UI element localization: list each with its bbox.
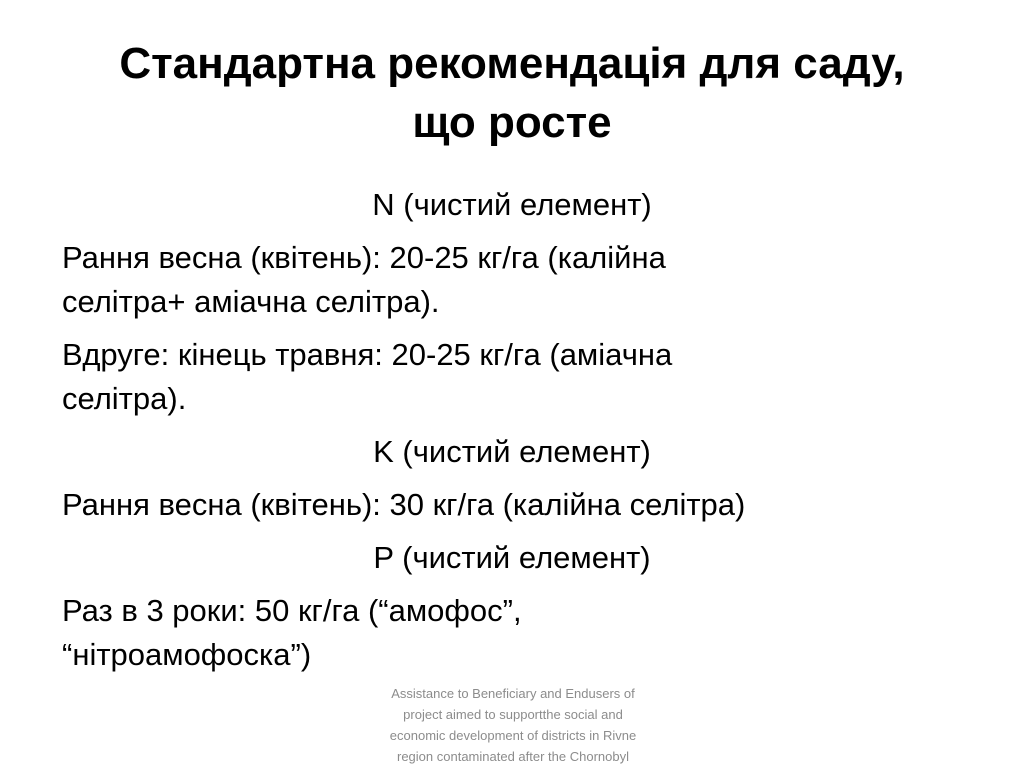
nitrogen-heading: N (чистий елемент): [372, 187, 652, 222]
nitrogen-early-spring-item: [62, 236, 962, 324]
body-text-line: селітра).: [62, 381, 187, 416]
slide-title-line: що росте: [412, 98, 612, 147]
footer-line: Assistance to Beneficiary and Endusers of: [391, 686, 635, 701]
body-text-line: Рання весна (квітень): 30 кг/га (калійна селітра): [62, 487, 746, 522]
potassium-heading: K (чистий елемент): [373, 434, 651, 469]
footer-line: economic development of districts in Rivne: [389, 728, 637, 743]
body-text-line: Раз в 3 роки: 50 кг/га (“амофос”,: [62, 593, 522, 628]
slide-body: [62, 183, 962, 686]
footer-line: region contaminated after the Chornobyl: [397, 749, 629, 764]
nitrogen-second-application-item: [62, 333, 962, 421]
footer-line: project aimed to supportthe social and: [403, 707, 623, 722]
body-text-line: селітра+ аміачна селітра).: [62, 284, 440, 319]
body-text-line: Вдруге: кінець травня: 20-25 кг/га (аміачна: [62, 337, 673, 372]
potassium-early-spring-item: [62, 483, 962, 527]
body-text-line: Рання весна (квітень): 20-25 кг/га (калійна: [62, 240, 666, 275]
phosphorus-heading: P (чистий елемент): [373, 540, 651, 575]
body-text-line: “нітроамофоска”): [62, 637, 312, 672]
slide-title: [0, 34, 1024, 152]
phosphorus-every-three-years-item: [62, 589, 962, 677]
slide-footer-note: [352, 683, 674, 767]
slide-title-line: Стандартна рекомендація для саду,: [119, 39, 905, 88]
